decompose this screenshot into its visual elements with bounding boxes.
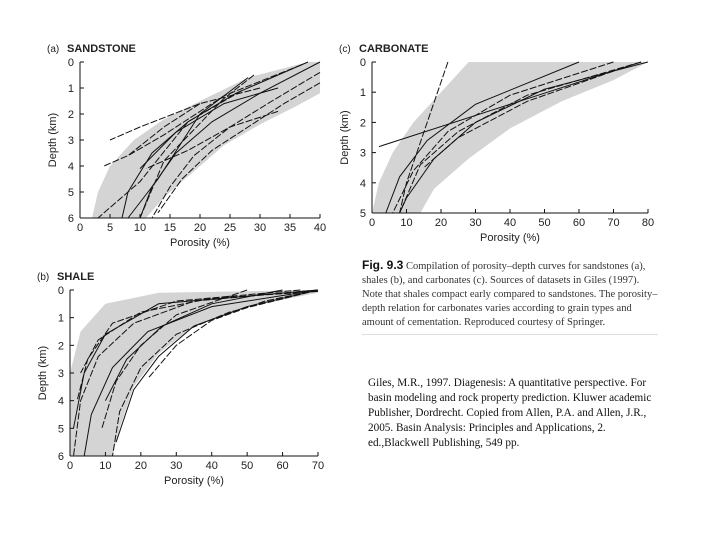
y-tick-label: 1 [359,87,366,100]
x-tick-label: 10 [400,217,413,229]
y-tick-label: 4 [359,177,366,190]
y-tick-label: 6 [67,213,74,225]
fig-label: Fig. 9.3 [362,258,404,272]
panel-label: (a) [47,44,60,55]
envelope-shading [70,290,318,456]
reference-text: Giles, M.R., 1997. Diagenesis: A quantitative perspective. For basin modeling and rock property prediction. Kluwer academic Publisher, Dordrecht. Copied from Allen, P.A. and Allen, J.R., 2005. Basin Analysis: Principles and Applications, 2. ed.,Blackwell Publishing, 549 pp. [368,377,652,449]
x-axis-label: Porosity (%) [480,232,540,244]
x-tick-label: 0 [368,217,376,229]
x-tick-label: 60 [572,217,586,229]
panel-title: SHALE [57,271,95,283]
y-tick-label: 3 [57,368,64,380]
panel-label: (b) [37,272,50,283]
x-tick-label: 40 [313,222,327,234]
y-tick-label: 3 [359,147,366,160]
y-axis-label: Depth (km) [339,110,351,165]
x-tick-label: 10 [133,222,147,234]
x-axis-label: Porosity (%) [164,475,224,487]
y-axis-label: Depth (km) [47,112,59,168]
x-tick-label: 70 [607,217,620,229]
x-tick-label: 30 [253,222,267,234]
y-tick-label: 4 [67,161,74,173]
y-tick-label: 5 [67,187,74,199]
panel-title: CARBONATE [359,43,429,55]
y-tick-label: 3 [67,135,74,147]
envelope-shading [372,62,648,213]
x-tick-label: 30 [170,460,183,472]
x-tick-label: 40 [503,217,517,229]
figure-caption [362,258,658,335]
x-tick-label: 80 [641,217,655,229]
y-tick-label: 4 [57,395,64,408]
x-tick-label: 15 [163,222,177,234]
x-tick-label: 20 [134,460,147,472]
x-tick-label: 0 [76,222,84,234]
x-tick-label: 40 [205,460,218,472]
x-tick-label: 50 [241,460,254,472]
caption-text: Compilation of porosity–depth curves for sandstones (a), shales (b), and carbonates (c). Sources of datasets in Giles (1997). Note that shales compact early compared to sandstones. The porosity–depth relation for carbonates varies according to grain types and amount of cementation. Reproduced courtesy of Springer. [362,261,658,328]
x-tick-label: 0 [66,460,74,472]
x-tick-label: 20 [434,217,448,229]
y-tick-label: 1 [57,312,64,325]
y-tick-label: 2 [359,117,366,130]
panel-b [37,271,324,487]
x-tick-label: 50 [538,217,551,229]
y-tick-label: 2 [67,109,74,121]
x-tick-label: 60 [276,460,289,472]
x-tick-label: 10 [99,460,112,472]
y-axis-label: Depth (km) [37,345,49,401]
x-tick-label: 5 [106,222,114,234]
y-tick-label: 5 [57,423,64,436]
panel-a [47,43,326,249]
y-tick-label: 0 [359,57,366,69]
y-tick-label: 5 [359,208,366,220]
panel-title: SANDSTONE [67,43,136,55]
panel-c [339,43,654,244]
y-tick-label: 2 [57,340,64,353]
y-tick-label: 0 [57,285,64,297]
y-tick-label: 1 [67,83,74,95]
x-tick-label: 30 [469,217,482,229]
x-axis-label: Porosity (%) [170,237,230,249]
y-tick-label: 6 [57,451,64,463]
panel-label: (c) [339,44,351,55]
y-tick-label: 0 [67,57,74,69]
x-tick-label: 35 [283,222,297,234]
x-tick-label: 25 [223,222,237,234]
x-tick-label: 20 [193,222,207,234]
x-tick-label: 70 [311,460,325,472]
